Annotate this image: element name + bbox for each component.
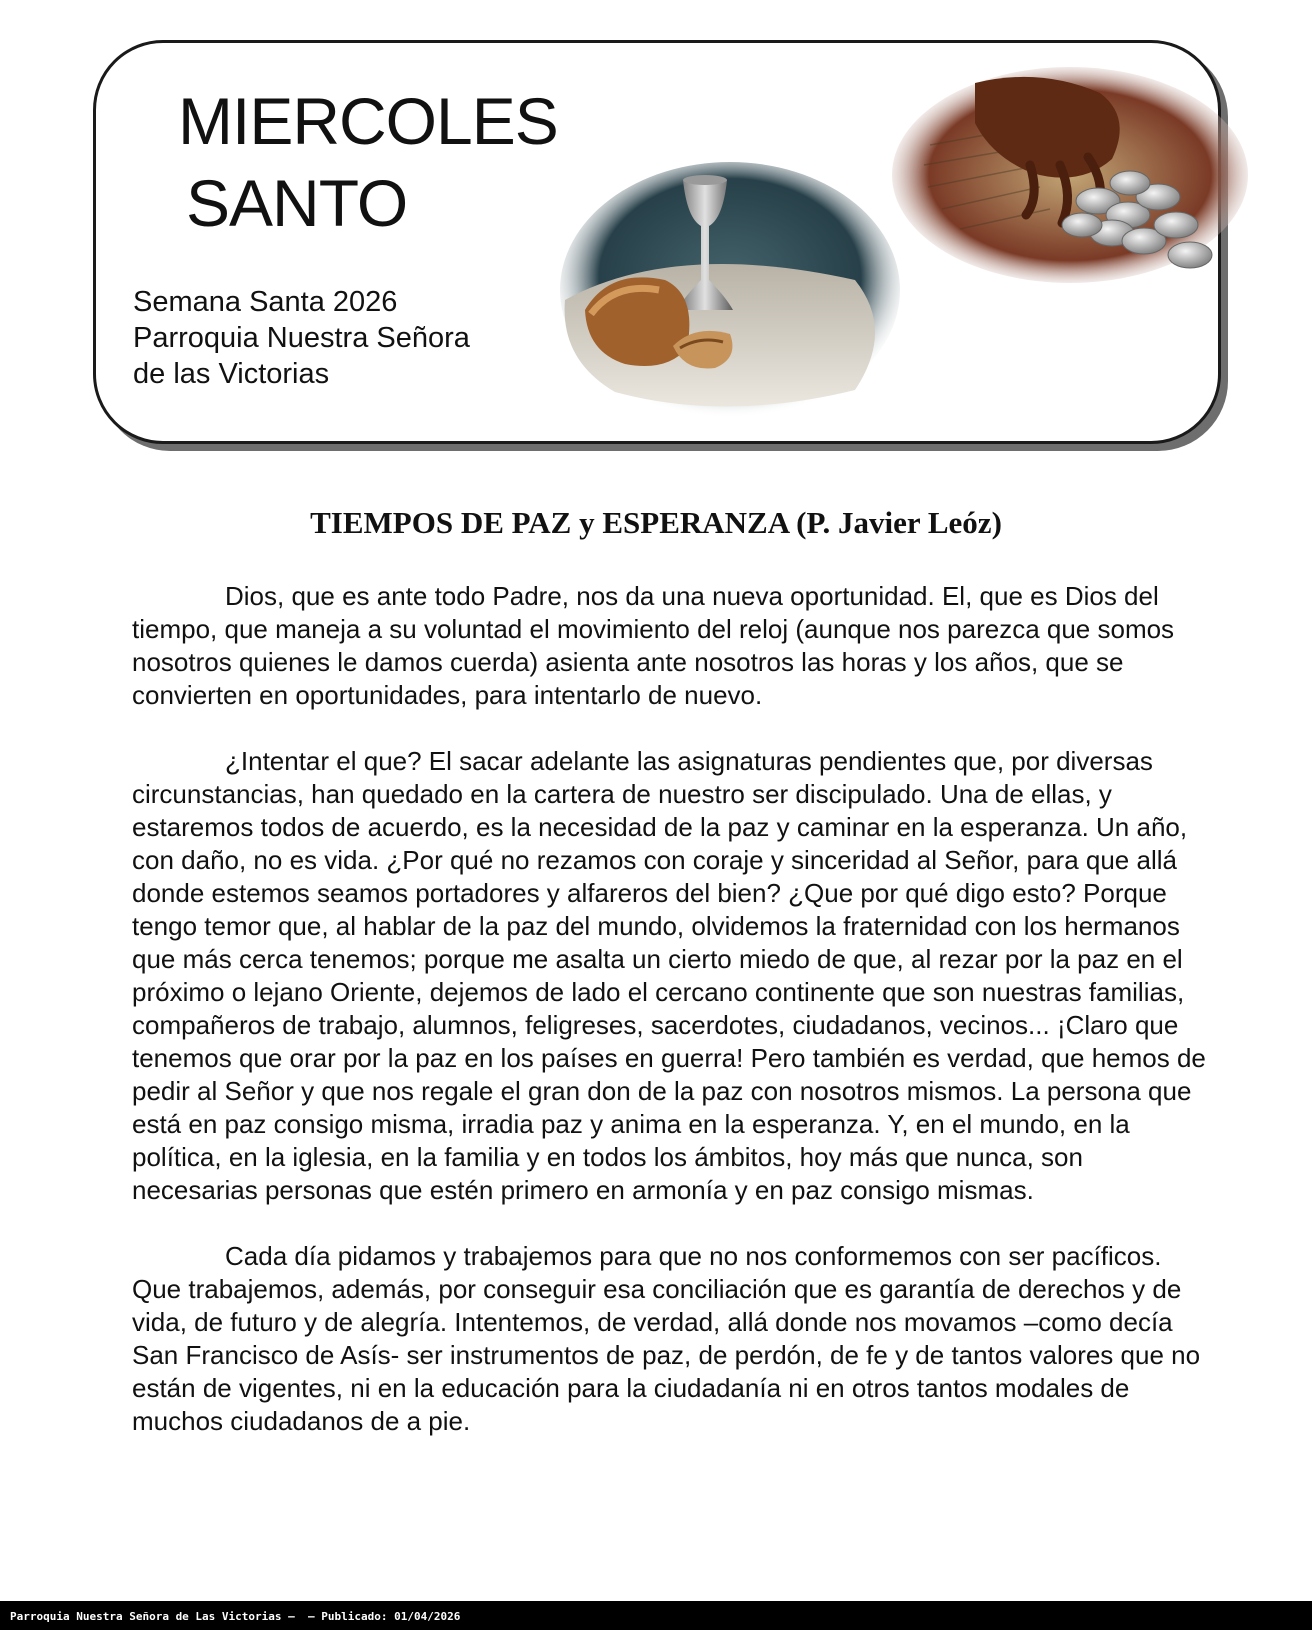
- subtitle-parish: Parroquia Nuestra Señora: [133, 322, 470, 354]
- page-title-line1: MIERCOLES: [178, 84, 558, 158]
- article-paragraph-1: Dios, que es ante todo Padre, nos da una nueva oportunidad. El, que es Dios del tiempo, que maneja a su voluntad el movimiento del reloj (aunque nos parezca que somos nosotros quienes le damos cuerda) asienta ante nosotros las horas y los años, que se convierten en oportunidades, para intentarlo de nuevo.: [132, 581, 1175, 710]
- article-paragraph-3: Cada día pidamos y trabajemos para que no nos conformemos con ser pacíficos. Que trabajemos, además, por conseguir esa conciliación que es garantía de derechos y de vida, de futuro y de alegría. Intentemos, de verdad, allá donde nos movamos –como decía San Francisco de Asís- ser instrumentos de paz, de perdón, de fe y de tantos valores que no están de vigentes, ni en la educación para la ciudadanía ni en otros tantos modales de muchos ciudadanos de a pie.: [132, 1241, 1201, 1436]
- hand-coins-image: [890, 65, 1250, 285]
- bread-chalice-image: [555, 160, 905, 420]
- footer-bar: Parroquia Nuestra Señora de Las Victorias – – Publicado: 01/04/2026: [0, 1601, 1312, 1630]
- page-title-line2: SANTO: [186, 166, 408, 240]
- article-paragraph-2: ¿Intentar el que? El sacar adelante las asignaturas pendientes que, por diversas circunstancias, han quedado en la cartera de nuestro ser discipulado. Una de ellas, y estaremos todos de acuerdo, es la necesidad de la paz y caminar en la esperanza. Un año, con daño, no es vida. ¿Por qué no rezamos con coraje y sinceridad al Señor, para que allá donde estemos seamos portadores y alfareros del bien? ¿Que por qué digo esto? Porque tengo temor que, al hablar de la paz del mundo, olvidemos la fraternidad con los hermanos que más cerca tenemos; porque me asalta un cierto miedo de que, al rezar por la paz en el próximo o lejano Oriente, dejemos de lado el cercano continente que son nuestras familias, compañeros de trabajo, alumnos, feligreses, sacerdotes, ciudadanos, vecinos... ¡Claro que tenemos que orar por la paz en los países en guerra! Pero también es verdad, que hemos de pedir al Señor y que nos regale el gran don de la paz con nosotros mismos. La persona que está en paz consigo misma, irradia paz y anima en la esperanza. Y, en el mundo, en la política, en la iglesia, en la familia y en todos los ámbitos, hoy más que nunca, son necesarias personas que estén primero en armonía y en paz consigo mismas.: [132, 746, 1206, 1205]
- article-title: TIEMPOS DE PAZ y ESPERANZA (P. Javier Leóz): [310, 505, 1002, 540]
- subtitle-year: Semana Santa 2026: [133, 286, 398, 318]
- subtitle-parish-2: de las Victorias: [133, 358, 330, 390]
- article-body: [132, 580, 1212, 1471]
